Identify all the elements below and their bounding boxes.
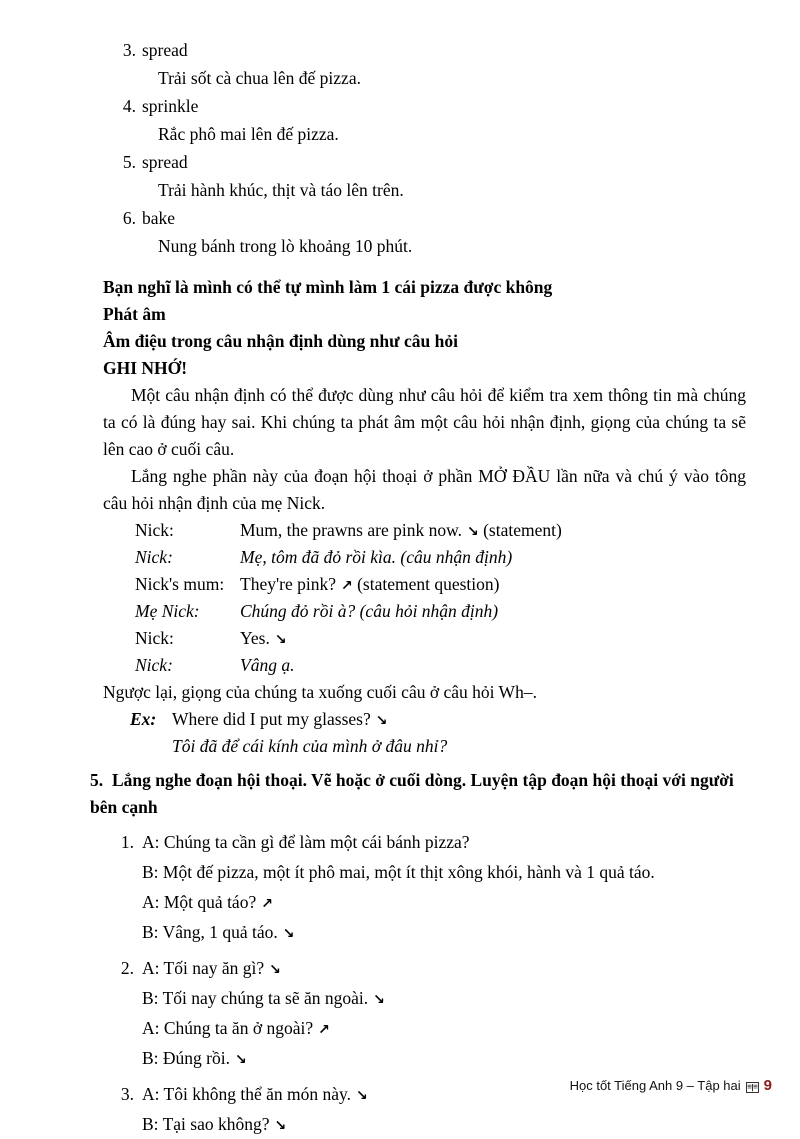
section5-number: 5. [90,770,104,790]
dialogue-row [135,544,738,571]
section5-heading [90,767,746,821]
recipe-step-number: 4. [122,96,136,116]
page-footer [570,1077,772,1094]
exercise-item [112,827,738,947]
arrow-down-icon: ↘ [235,1051,247,1068]
exercise-number: 2. [120,958,134,978]
arrow-up-icon: ↗ [318,1021,330,1038]
exercise-line: A: Tối nay ăn gì? ↘ [142,958,281,978]
arrow-down-icon: ↘ [274,1117,287,1134]
recipe-step-english: sprinkle [142,96,199,116]
exercise-line: B: Một đế pizza, một ít phô mai, một ít thịt xông khói, hành và 1 quả táo. [142,862,655,882]
arrow-down-icon: ↘ [282,925,295,942]
opposite-paragraph: Ngược lại, giọng của chúng ta xuống cuối câu ở câu hỏi Wh–. [103,682,537,702]
exercise-lines [142,827,738,947]
footer-title: Học tốt Tiếng Anh 9 – Tập hai [569,1078,741,1093]
exercise-line: B: Đúng rồi. ↘ [142,1048,247,1068]
exercise-line: B: Vâng, 1 quả táo. ↘ [142,922,295,942]
dialogue-row [135,598,738,625]
dialogue-speaker: Nick: [135,655,173,675]
pizza-question-heading: Bạn nghĩ là mình có thể tự mình làm 1 cái pizza được không [103,277,553,297]
intonation-subtitle: Âm điệu trong câu nhận định dùng như câu hỏi [103,331,458,351]
arrow-down-icon: ↘ [274,631,287,648]
arrow-down-icon: ↘ [269,961,281,978]
recipe-step-english: spread [142,40,188,60]
section5-heading-text: Lắng nghe đoạn hội thoại. Vẽ hoặc ở cuối dòng. Luyện tập đoạn hội thoại với người bên cạnh [90,770,734,817]
recipe-step-english: spread [142,152,188,172]
recipe-step-vietnamese: Rắc phô mai lên đế pizza. [158,124,339,144]
arrow-up-icon: ↗ [340,577,353,594]
arrow-down-icon: ↘ [373,991,385,1008]
exercise-number: 1. [120,832,134,852]
exercise-number: 3. [120,1084,134,1104]
exercise-lines [142,953,738,1073]
footer-page-number: 9 [763,1077,772,1094]
dialogue-text: Vâng ạ. [240,655,295,675]
dialogue-row [135,517,738,544]
arrow-down-icon: ↘ [356,1087,368,1104]
recipe-step-number: 6. [122,208,136,228]
dialogue-speaker: Nick: [135,547,173,567]
example-label: Ex: [130,709,157,729]
recipe-step-number: 3. [122,40,136,60]
recipe-step [108,148,738,204]
recipe-step-vietnamese: Trải sốt cà chua lên đế pizza. [158,68,361,88]
dialogue-speaker: Nick: [135,520,174,540]
remember-heading: GHI NHỚ! [103,358,188,378]
dialogue-row [135,625,738,652]
exercise-item [112,953,738,1073]
exercise-line: A: Tôi không thể ăn món này. ↘ [142,1084,368,1104]
dialogue-text: Mẹ, tôm đã đỏ rồi kìa. (câu nhận định) [240,547,513,567]
dialogue-row [135,652,738,679]
recipe-step-vietnamese: Trải hành khúc, thịt và táo lên trên. [158,180,404,200]
exercise-line: A: Chúng ta cần gì để làm một cái bánh pizza? [142,832,470,852]
dialogue-text: They're pink? ↗ (statement question) [240,574,500,594]
dialogue-speaker: Nick: [135,628,174,648]
arrow-down-icon: ↘ [375,712,388,729]
pronunciation-heading: Phát âm [103,304,166,324]
recipe-step [108,36,738,92]
dialogue-row [135,571,738,598]
arrow-up-icon: ↗ [261,895,273,912]
example-english-text: Where did I put my glasses? ↘ [172,709,388,729]
dialogue-block [135,517,738,679]
exercise-line: A: Chúng ta ăn ở ngoài? ↗ [142,1018,330,1038]
dialogue-text: Mum, the prawns are pink now. ↘ (statement) [240,520,562,540]
example-english-row [130,706,738,733]
exercise-line: B: Tại sao không? ↘ [142,1114,287,1134]
exercise-line: A: Một quả táo? ↗ [142,892,273,912]
arrow-down-icon: ↘ [466,523,479,540]
recipe-step [108,92,738,148]
note-paragraph: Một câu nhận định có thể được dùng như câu hỏi để kiểm tra xem thông tin mà chúng ta có là đúng hay sai. Khi chúng ta phát âm một câu hỏi nhận định, giọng của chúng ta sẽ lên cao ở cuối câu. [103,385,746,459]
exercise-line: B: Tối nay chúng ta sẽ ăn ngoài. ↘ [142,988,385,1008]
open-book-icon [746,1081,759,1092]
recipe-step-english: bake [142,208,176,228]
recipe-step-number: 5. [122,152,136,172]
dialogue-speaker: Nick's mum: [135,574,225,594]
recipe-step-list [108,36,738,260]
dialogue-text: Yes. ↘ [240,628,287,648]
listen-paragraph: Lắng nghe phần này của đoạn hội thoại ở phần MỞ ĐẦU lần nữa và chú ý vào tông câu hỏi nhận định của mẹ Nick. [103,466,746,513]
example-vietnamese-text: Tôi đã để cái kính của mình ở đâu nhỉ? [172,736,448,756]
dialogue-speaker: Mẹ Nick: [135,601,200,621]
recipe-step [108,204,738,260]
example-block [130,706,738,760]
dialogue-text: Chúng đỏ rồi à? (câu hỏi nhận định) [240,601,499,621]
recipe-step-vietnamese: Nung bánh trong lò khoảng 10 phút. [158,236,413,256]
